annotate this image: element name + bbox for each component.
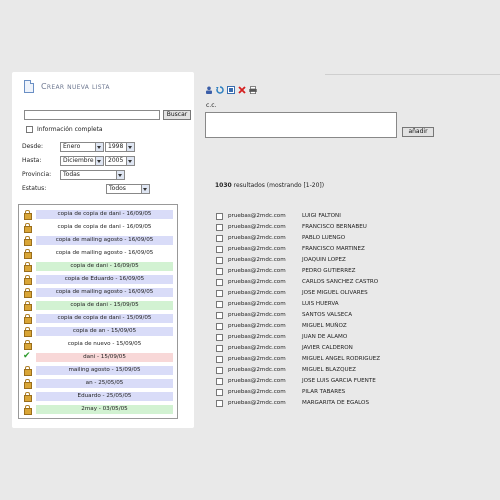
- row-checkbox[interactable]: [216, 378, 223, 385]
- list-item[interactable]: [19, 365, 177, 376]
- provincia-select[interactable]: Todas: [60, 170, 125, 180]
- row-email: pruebas@2mdc.com: [228, 400, 286, 406]
- add-button[interactable]: añadir: [402, 127, 434, 137]
- table-row: [216, 366, 416, 376]
- row-name: LUIGI FALTONI: [302, 213, 341, 219]
- desde-year-select[interactable]: 1998: [105, 142, 135, 152]
- list-item-label[interactable]: dani - 15/09/05: [36, 353, 173, 362]
- list-item[interactable]: [19, 404, 177, 415]
- desde-month-select[interactable]: Enero: [60, 142, 104, 152]
- row-email: pruebas@2mdc.com: [228, 389, 286, 395]
- row-name: MIGUEL BLAZQUEZ: [302, 367, 356, 373]
- lock-icon[interactable]: [24, 392, 30, 401]
- row-name: PEDRO GUTIERREZ: [302, 268, 356, 274]
- row-name: CARLOS SANCHEZ CASTRO: [302, 279, 379, 285]
- table-row: [216, 223, 416, 233]
- panel-header: [24, 80, 174, 96]
- table-row: [216, 322, 416, 332]
- row-checkbox[interactable]: [216, 356, 223, 363]
- table-row: [216, 333, 416, 343]
- lock-icon[interactable]: [24, 340, 30, 349]
- list-item-label[interactable]: copia de copia de dani - 16/09/05: [36, 210, 173, 219]
- lock-icon[interactable]: [24, 314, 30, 323]
- list-item-label[interactable]: copia de mailing agosto - 16/09/05: [55, 250, 154, 256]
- list-item-label[interactable]: copia de Eduardo - 16/09/05: [36, 275, 173, 284]
- row-checkbox[interactable]: [216, 257, 223, 264]
- list-item-label[interactable]: mailing agosto - 15/09/05: [36, 366, 173, 375]
- row-checkbox[interactable]: [216, 301, 223, 308]
- row-checkbox[interactable]: [216, 235, 223, 242]
- person-icon[interactable]: [205, 86, 213, 94]
- chevron-down-icon: [126, 157, 134, 165]
- search-input[interactable]: [24, 110, 160, 120]
- list-item-label[interactable]: copia de dani - 16/09/05: [36, 262, 173, 271]
- list-item-label[interactable]: copia de copia de dani - 15/09/05: [36, 314, 173, 323]
- list-item[interactable]: [19, 222, 177, 233]
- row-email: pruebas@2mdc.com: [228, 378, 286, 384]
- row-checkbox[interactable]: [216, 268, 223, 275]
- lock-icon[interactable]: [24, 275, 30, 284]
- info-checkbox-row: [26, 126, 103, 133]
- desde-label: Desde:: [22, 143, 43, 150]
- chevron-down-icon: [126, 143, 134, 151]
- document-icon: [24, 80, 34, 93]
- table-row: [216, 245, 416, 255]
- row-name: JUAN DE ALAMO: [302, 334, 348, 340]
- row-email: pruebas@2mdc.com: [228, 213, 286, 219]
- table-row: [216, 311, 416, 321]
- list-item-label[interactable]: 2may - 03/05/05: [36, 405, 173, 414]
- row-name: FRANCISCO BERNABEU: [302, 224, 367, 230]
- list-item[interactable]: [19, 300, 177, 311]
- hasta-label: Hasta:: [22, 157, 42, 164]
- list-item-label[interactable]: copia de copia de dani - 16/09/05: [57, 224, 152, 230]
- row-name: PABLO LUENGO: [302, 235, 346, 241]
- list-item[interactable]: [19, 248, 177, 259]
- row-email: pruebas@2mdc.com: [228, 257, 286, 263]
- list-item[interactable]: [19, 313, 177, 324]
- list-item[interactable]: [19, 261, 177, 272]
- row-checkbox[interactable]: [216, 367, 223, 374]
- table-row: [216, 256, 416, 266]
- lock-icon[interactable]: [24, 210, 30, 219]
- row-name: MIGUEL ANGEL RODRIGUEZ: [302, 356, 381, 362]
- row-checkbox[interactable]: [216, 279, 223, 286]
- table-row: [216, 289, 416, 299]
- lock-icon[interactable]: [24, 327, 30, 336]
- saved-lists-box[interactable]: [18, 204, 178, 419]
- row-checkbox[interactable]: [216, 334, 223, 341]
- row-email: pruebas@2mdc.com: [228, 367, 286, 373]
- cc-textarea[interactable]: [205, 112, 397, 138]
- row-checkbox[interactable]: [216, 290, 223, 297]
- row-email: pruebas@2mdc.com: [228, 323, 286, 329]
- delete-icon[interactable]: [238, 86, 246, 94]
- row-checkbox[interactable]: [216, 400, 223, 407]
- lock-icon[interactable]: [24, 223, 30, 232]
- table-row: [216, 399, 416, 409]
- row-name: JOAQUIN LOPEZ: [302, 257, 346, 263]
- row-name: JAVIER CALDERON: [302, 345, 353, 351]
- chevron-down-icon: [141, 185, 149, 193]
- list-item-label[interactable]: copia de nuevo - 15/09/05: [67, 341, 142, 347]
- row-checkbox[interactable]: [216, 323, 223, 330]
- table-row: [216, 212, 416, 222]
- row-email: pruebas@2mdc.com: [228, 312, 286, 318]
- row-checkbox[interactable]: [216, 312, 223, 319]
- row-name: FRANCISCO MARTINEZ: [302, 246, 365, 252]
- list-item[interactable]: [19, 326, 177, 337]
- row-email: pruebas@2mdc.com: [228, 224, 286, 230]
- list-item[interactable]: [19, 274, 177, 285]
- row-email: pruebas@2mdc.com: [228, 356, 286, 362]
- row-checkbox[interactable]: [216, 246, 223, 253]
- row-name: MIGUEL MUÑOZ: [302, 323, 347, 329]
- info-checkbox-label: Información completa: [37, 126, 103, 133]
- results-count: 1030: [215, 182, 232, 189]
- search-button[interactable]: Buscar: [163, 110, 191, 120]
- list-item[interactable]: [19, 352, 177, 363]
- lock-icon[interactable]: [24, 262, 30, 271]
- list-item-label[interactable]: copia de mailing agosto - 16/09/05: [36, 236, 173, 245]
- lock-icon[interactable]: [24, 236, 30, 245]
- list-item-label[interactable]: copia de dani - 15/09/05: [36, 301, 173, 310]
- row-name: PILAR TABARES: [302, 389, 346, 395]
- row-email: pruebas@2mdc.com: [228, 301, 286, 307]
- row-email: pruebas@2mdc.com: [228, 345, 286, 351]
- list-item-label[interactable]: an - 25/05/05: [36, 379, 173, 388]
- estatus-select[interactable]: Todos: [106, 184, 150, 194]
- check-icon[interactable]: ✔: [23, 351, 31, 361]
- panel-title[interactable]: Crear nueva lista: [41, 82, 110, 91]
- list-item-label[interactable]: copia de an - 15/09/05: [36, 327, 173, 336]
- hasta-month-select[interactable]: Diciembre: [60, 156, 104, 166]
- row-name: SANTOS VALSECA: [302, 312, 353, 318]
- chevron-down-icon: [116, 171, 124, 179]
- lock-icon[interactable]: [24, 366, 30, 375]
- lock-icon[interactable]: [24, 379, 30, 388]
- list-item[interactable]: [19, 391, 177, 402]
- list-item[interactable]: [19, 378, 177, 389]
- list-item[interactable]: [19, 235, 177, 246]
- provincia-label: Provincia:: [22, 171, 52, 178]
- table-row: [216, 388, 416, 398]
- info-checkbox[interactable]: [26, 126, 33, 133]
- row-checkbox[interactable]: [216, 213, 223, 220]
- chevron-down-icon: [95, 157, 103, 165]
- row-checkbox[interactable]: [216, 345, 223, 352]
- list-item-label[interactable]: copia de mailing agosto - 16/09/05: [36, 288, 173, 297]
- table-row: [216, 278, 416, 288]
- results-text: resultados (mostrando [1-20]): [233, 182, 325, 189]
- table-row: [216, 300, 416, 310]
- table-row: [216, 344, 416, 354]
- list-item-label[interactable]: Eduardo - 25/05/05: [36, 392, 173, 401]
- hasta-year-select[interactable]: 2005: [105, 156, 135, 166]
- export-icon[interactable]: [227, 86, 235, 94]
- row-email: pruebas@2mdc.com: [228, 279, 286, 285]
- list-item[interactable]: [19, 287, 177, 298]
- row-email: pruebas@2mdc.com: [228, 268, 286, 274]
- chevron-down-icon: [95, 143, 103, 151]
- row-name: JOSE LUIS GARCIA FUENTE: [302, 378, 376, 384]
- create-list-panel: [12, 72, 194, 428]
- lock-icon[interactable]: [24, 405, 30, 414]
- table-row: [216, 355, 416, 365]
- cc-label: c.c.: [206, 102, 217, 109]
- row-name: MARGARITA DE EGALOS: [302, 400, 370, 406]
- row-name: LUIS HUERVA: [302, 301, 339, 307]
- lock-icon[interactable]: [24, 301, 30, 310]
- lock-icon[interactable]: [24, 288, 30, 297]
- results-summary: [215, 182, 324, 189]
- row-name: JOSE MIGUEL OLIVARES: [302, 290, 368, 296]
- estatus-label: Estatus:: [22, 185, 47, 192]
- top-divider: [325, 74, 500, 75]
- row-email: pruebas@2mdc.com: [228, 235, 286, 241]
- row-email: pruebas@2mdc.com: [228, 334, 286, 340]
- print-icon[interactable]: [249, 86, 257, 94]
- row-email: pruebas@2mdc.com: [228, 246, 286, 252]
- list-item[interactable]: [19, 209, 177, 220]
- table-row: [216, 267, 416, 277]
- table-row: [216, 234, 416, 244]
- refresh-icon[interactable]: [216, 86, 224, 94]
- row-email: pruebas@2mdc.com: [228, 290, 286, 296]
- list-item[interactable]: [19, 339, 177, 350]
- table-row: [216, 377, 416, 387]
- row-checkbox[interactable]: [216, 389, 223, 396]
- row-checkbox[interactable]: [216, 224, 223, 231]
- lock-icon[interactable]: [24, 249, 30, 258]
